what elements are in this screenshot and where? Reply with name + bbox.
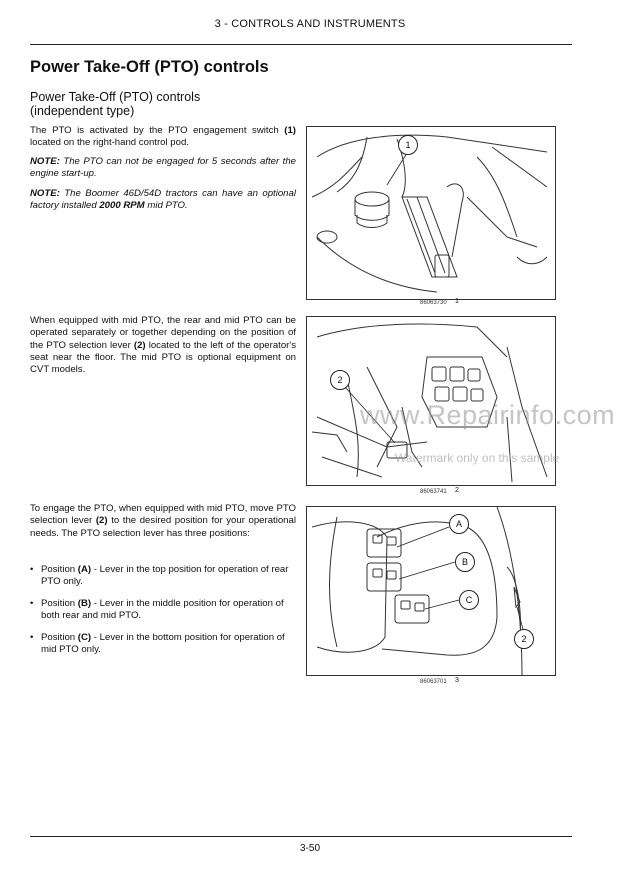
section-header: 3 - CONTROLS AND INSTRUMENTS	[214, 18, 406, 30]
figure-3-drawing	[307, 507, 555, 675]
bullet-marker: •	[30, 564, 34, 575]
figure-3-code: 86063701	[420, 679, 447, 685]
paragraph-engage-pto: To engage the PTO, when equipped with mid PTO, move PTO selection lever (2) to the desired position for your operational needs. The PTO selection lever has three positions:	[30, 503, 296, 539]
footer-rule	[30, 836, 572, 837]
figure-2-callout-2: 2	[330, 370, 350, 390]
section-subtitle	[30, 90, 200, 118]
figure-1-code: 86063730	[420, 300, 447, 306]
figure-2-code: 86063741	[420, 489, 447, 495]
figure-3-callout-2: 2	[514, 629, 534, 649]
figure-3-callout-b: B	[455, 552, 475, 572]
figure-1-drawing	[307, 127, 555, 299]
bullet-position-b: • Position (B) - Lever in the middle position for operation of both rear and mid PTO.	[30, 598, 284, 622]
header-rule	[30, 44, 572, 45]
bullet-position-a: • Position (A) - Lever in the top position for operation of rear PTO only.	[30, 564, 289, 588]
figure-3-number: 3	[455, 677, 459, 684]
figure-1-image	[306, 126, 556, 300]
bullet-marker: •	[30, 632, 34, 643]
figure-3-callout-a: A	[449, 514, 469, 534]
paragraph-pto-switch: The PTO is activated by the PTO engagement switch (1) located on the right-hand control pod.	[30, 125, 296, 149]
subtitle-line-1: Power Take-Off (PTO) controls	[30, 90, 201, 104]
figure-3-callout-c: C	[459, 590, 479, 610]
page-number: 3-50	[299, 843, 320, 854]
page-title: Power Take-Off (PTO) controls	[30, 58, 269, 76]
watermark-text: www.Repairinfo.com	[360, 400, 616, 430]
figure-3-image	[306, 506, 556, 676]
figure-2-number: 2	[455, 487, 459, 494]
bullet-position-c: • Position (C) - Lever in the bottom position for operation of mid PTO only.	[30, 632, 285, 656]
figure-1-callout-1: 1	[398, 135, 418, 155]
figure-1-number: 1	[455, 298, 459, 305]
note-engine-start: NOTE: The PTO can not be engaged for 5 seconds after the engine start-up.	[30, 156, 296, 180]
note-mid-pto: NOTE: The Boomer 46D/54D tractors can have an optional factory installed 2000 RPM mid PTO.	[30, 188, 296, 212]
bullet-marker: •	[30, 598, 34, 609]
subtitle-line-2: (independent type)	[30, 104, 135, 118]
watermark-subtext: Watermark only on this sample	[395, 451, 560, 465]
paragraph-mid-pto: When equipped with mid PTO, the rear and mid PTO can be operated separately or together depending on the position of the PTO selection lever (2) located to the left of the operator's seat near the floor. The mid PTO is optional equipment on CVT models.	[30, 315, 296, 376]
